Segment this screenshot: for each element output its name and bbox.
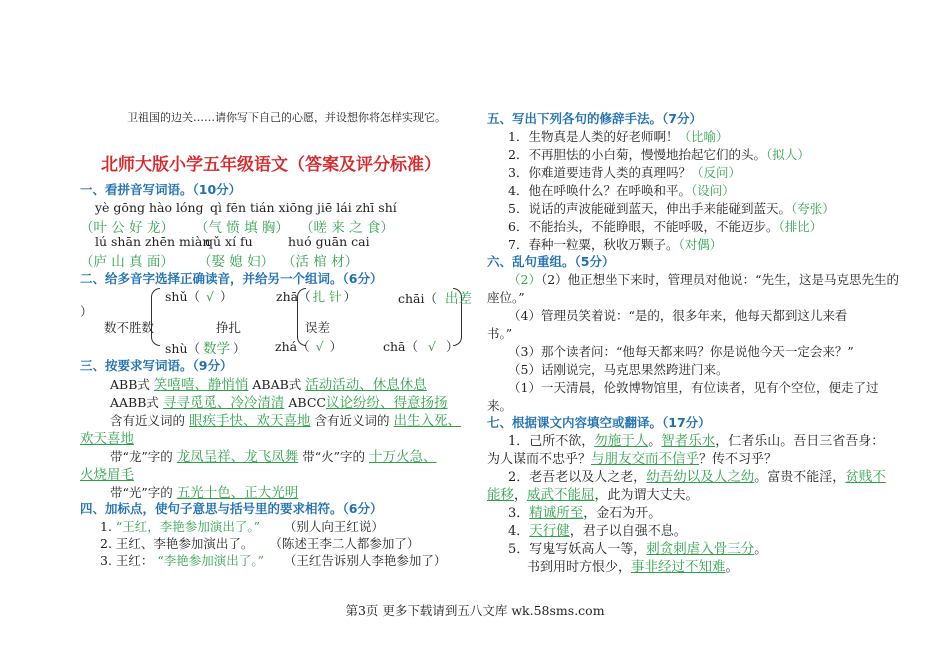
rhetoric-item: 7．春种一粒粟，秋收万颗子。（对偶）: [508, 237, 723, 252]
fill-item-3: 3．精诚所至，金石为开。: [508, 505, 662, 521]
fill-item-1-cont: 为人谋而不忠乎？与朋友交而不信乎？传不习乎？: [487, 451, 778, 467]
fill-item-6: 书到用时方恨少，事非经过不知难。: [527, 559, 739, 575]
punct-line-3: 3. 王红： “李艳参加演出了。” （王红告诉别人李艳参加了）: [100, 553, 447, 568]
fill-item-2-cont: 能移，威武不能屈，此为谓大丈夫。: [487, 487, 699, 503]
left-brace-1: [151, 288, 160, 346]
pinyin-3: jiē lái zhī shí: [317, 200, 397, 215]
pinyin-1: yè gōng hào lóng: [95, 200, 204, 215]
section-2-heading: 二、给多音字选择正确读音，并给另一个组词。（6分）: [80, 271, 383, 286]
rhetoric-item: 3．你难道要违背人类的真理吗？（反问）: [508, 165, 741, 180]
reading-shu3: shǔ（ √ ）: [165, 289, 233, 304]
pinyin-4: lú shān zhēn miàn: [95, 234, 211, 249]
answer-1: （叶 公 好 龙）: [80, 220, 174, 236]
pinyin-6: huó guān cai: [288, 234, 370, 249]
fire-answer-cont: 火烧眉毛: [80, 467, 134, 483]
rhetoric-item: 5．说话的声波能碰到蓝天，伸出手来能碰到蓝天。（夸张）: [508, 201, 835, 216]
reading-zha2: zhá（ √ ）: [275, 339, 343, 354]
answer-2: （气 愤 填 胸）: [195, 220, 289, 236]
reading-zha1: zhā（ 扎 针 ）: [276, 289, 357, 304]
reorder-line: （1）一天清晨，伦敦博物馆里，有位读者，见有个空位，便走了过: [508, 380, 879, 395]
rhetoric-item: 6．不能抬头，不能睁眼，不能呼吸，不能迈步。（排比）: [508, 219, 823, 234]
abb-row: ABB式 笑嘻嘻、静悄悄 ABAB式 活动活动、休息休息: [110, 377, 427, 393]
pinyin-5: qǔ xí fu: [205, 234, 253, 249]
reorder-line: 座位。”: [487, 290, 525, 305]
reading-chai1: chāi（ 出差: [398, 291, 473, 307]
pinyin-2: qì fēn tián xiōng: [210, 200, 314, 215]
punct-line-2: 2. 王红、李艳参加演出了。 （陈述王李二人都参加了）: [100, 536, 420, 551]
page-footer: 第3页 更多下载请到五八文库 wk.58sms.com: [345, 603, 605, 618]
punct-line-1: 1. “王红，李艳参加演出了。” （别人向王红说）: [100, 519, 384, 534]
answer-4: （庐 山 真 面）: [80, 254, 174, 270]
light-row: 带“光”字的 五光十色、正大光明: [110, 485, 299, 501]
answer-3: （嗟 来 之 食）: [300, 220, 394, 236]
dragon-fire-row: 带“龙”字的 龙凤呈祥、龙飞凤舞 带“火”字的 十万火急、: [110, 449, 437, 465]
answer-5: （娶 媳 妇）: [198, 254, 275, 270]
word-zhengzha: 挣扎: [216, 320, 242, 335]
reading-chai1-close: ）: [80, 304, 93, 319]
intro-line: 卫祖国的边关……请你写下自己的心愿，并设想你将怎样实现它。: [127, 111, 446, 124]
rhetoric-item: 1．生物真是人类的好老师啊！（比喻）: [508, 129, 729, 144]
section-1-heading: 一、看拼音写词语。（10分）: [80, 182, 242, 197]
answer-6: （活 棺 材）: [282, 254, 359, 270]
reorder-line: 书。”: [487, 326, 513, 341]
reorder-line: 来。: [487, 398, 513, 413]
near-row: 含有近义词的 眼疾手快、欢天喜地 含有近义词的 出生入死、: [110, 413, 461, 429]
section-5-heading: 五、写出下列各句的修辞手法。（7分）: [487, 111, 702, 126]
section-7-heading: 七、根据课文内容填空或翻译。（17分）: [487, 415, 711, 430]
rhetoric-item: 4．他在呼唤什么？在呼唤和平。（设问）: [508, 183, 735, 198]
fill-item-1: 1．己所不欲，勿施于人。智者乐水，仁者乐山。吾日三省吾身：: [508, 433, 885, 449]
reading-cha1: chā（ √ ）: [383, 339, 459, 354]
reading-shu4: shù（ 数学 ）: [165, 341, 246, 357]
fill-item-5: 5．写鬼写妖高人一等，刺贪刺虐入骨三分。: [508, 541, 768, 557]
section-6-heading: 六、乱句重组。（5分）: [487, 254, 615, 269]
reorder-line: （4）管理员笑着说：“是的，很多年来，他每天都到这儿来看: [508, 308, 848, 323]
word-shubushengshu: 数不胜数: [104, 320, 155, 335]
rhetoric-item: 2．不再胆怯的小白菊，慢慢地抬起它们的头。（拟人）: [508, 147, 810, 162]
reorder-line: （3）那个读者问：“他每天都来吗？你是说他今天一定会来？”: [508, 344, 854, 359]
fill-item-2: 2．老吾老以及人之老，幼吾幼以及人之幼。富贵不能淫，贫贱不: [508, 469, 886, 485]
section-3-heading: 三、按要求写词语。（9分）: [80, 358, 233, 373]
page-title: 北师大版小学五年级语文（答案及评分标准）: [101, 155, 441, 175]
near-answer-cont: 欢天喜地: [80, 431, 134, 447]
fill-item-4: 4．天行健，君子以自强不息。: [508, 523, 687, 539]
reorder-line: （2）（2）他正想坐下来时，管理员对他说：“先生，这是马克思先生的: [508, 272, 900, 287]
reorder-line: （5）话刚说完，马克思果然跨进门来。: [508, 362, 729, 377]
section-4-heading: 四、加标点，使句子意思与括号里的要求相符。（6分）: [80, 501, 383, 516]
word-wucha: 误差: [305, 320, 331, 335]
aabb-row: AABB式 寻寻觅觅、冷冷清清 ABCC议论纷纷、得意扬扬: [110, 395, 448, 411]
